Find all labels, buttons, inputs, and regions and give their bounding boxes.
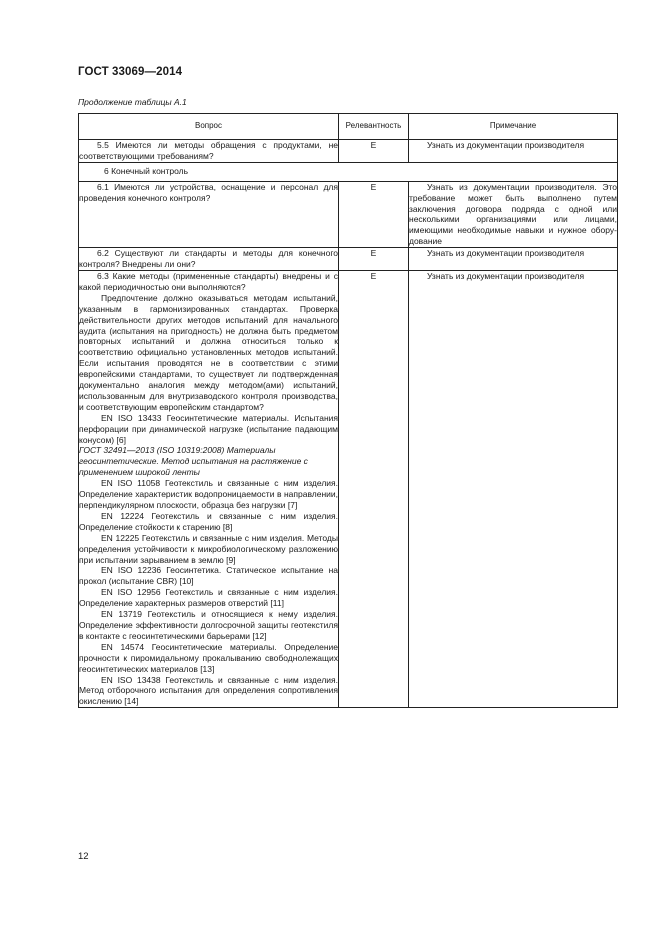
column-header-relevance: Релевантность xyxy=(339,114,409,140)
table-row xyxy=(79,270,618,707)
standard-reference: EN ISO 12236 Геосинтетика. Статическое испытание на прокол (испытание CBR) [10] xyxy=(79,565,338,587)
note-cell xyxy=(409,248,618,271)
column-header-question: Вопрос xyxy=(79,114,339,140)
standard-reference: EN 13719 Геотекстиль и относящиеся к нему изделия. Определение эффективности долгосрочной защиты геотекстиля в контакте с геосинтетическими барьерами [12] xyxy=(79,609,338,641)
note-cell xyxy=(409,181,618,247)
question-cell xyxy=(79,140,339,163)
standard-reference: EN 12225 Геотекстиль и связанные с ним изделия. Методы определения устойчивости к микробиологическому разложению при испытании зарыванием в землю [9] xyxy=(79,532,338,565)
question-cell xyxy=(79,270,339,707)
note-text: Узнать из документации производителя. Это требование может быть выполнено путем заключения договора подряда с одной или несколькими организациями или лицами, имеющими необходимые навыки и нужное оборудование xyxy=(409,181,617,247)
question-text: 6.2 Существуют ли стандарты и методы для конечного контроля? Внедрены ли они? xyxy=(79,248,338,270)
standard-reference: EN ISO 13438 Геотекстиль и связанные с ним изделия. Метод отборочного испытания для определения сопротивления окислению [14] xyxy=(79,674,338,707)
note-text: Узнать из документации производителя xyxy=(427,140,585,150)
table-row xyxy=(79,248,618,271)
question-text: 6.1 Имеются ли устройства, оснащение и персонал для проведения конечного контроля? xyxy=(79,181,338,203)
question-text: 6.3 Какие методы (примененные стандарты) внедрены и с какой периодичностью они выполняются? xyxy=(79,270,338,292)
requirements-table xyxy=(78,113,618,708)
section-row xyxy=(79,162,618,181)
question-cell xyxy=(79,181,339,247)
standard-title: ГОСТ 33069—2014 xyxy=(78,66,183,78)
note-cell xyxy=(409,270,618,707)
relevance-cell: E xyxy=(339,140,409,163)
note-text: Узнать из документации производителя xyxy=(427,248,585,259)
note-text: Узнать из документации производителя xyxy=(427,270,585,281)
explanation-paragraph: Предпочтение должно оказываться методам испытаний, указанным в гармонизированных стандартах. Проверка действительности других методов испытаний для начального аудита (испытания на пригодность) не должна быть предметом повторных испытаний и должна относиться только к соответствию официально установленных методов испытаний. Если испытания проводятся не в соответствии с этими европейскими стандартами, то существует ли подтвержденная документально аналогия между методом(ами) испытаний, использованным для внутризаводского контроля производства, и соответствующим европейским стандартом? xyxy=(79,292,338,412)
note-cell xyxy=(409,140,618,163)
standard-reference: EN 14574 Геосинтетические материалы. Определение прочности к пиромидальному прокалыванию свободнолежащих геосинтетических материалов [13] xyxy=(79,641,338,674)
table-row xyxy=(79,140,618,163)
relevance-cell: E xyxy=(339,181,409,247)
page-number: 12 xyxy=(78,851,89,862)
table-header-row xyxy=(79,114,618,140)
section-heading: 6 Конечный контроль xyxy=(79,162,618,181)
relevance-cell: E xyxy=(339,248,409,271)
relevance-cell: E xyxy=(339,270,409,707)
standard-reference-gost: ГОСТ 32491—2013 (ISO 10319:2008) Материалы геосинтетические. Метод испытания на растяжение с применением широкой ленты xyxy=(79,445,308,478)
standard-reference: EN ISO 11058 Геотекстиль и связанные с ним изделия. Определение характеристик водопроницаемости в направлении, перпендикулярном плоскости, образца без нагрузки [7] xyxy=(79,478,338,510)
standard-reference: EN ISO 12956 Геотекстиль и связанные с ним изделия. Определение характерных размеров отверстий [11] xyxy=(79,587,338,609)
column-header-note: Примечание xyxy=(409,114,618,140)
standard-reference: EN ISO 13433 Геосинтетические материалы. Испытания перфорации при динамической нагрузке (испытание падающим конусом) [6] xyxy=(79,412,338,445)
table-row xyxy=(79,181,618,247)
table-caption: Продолжение таблицы А.1 xyxy=(78,97,187,107)
question-cell xyxy=(79,248,339,271)
standard-reference: EN 12224 Геотекстиль и связанные с ним изделия. Определение стойкости к старению [8] xyxy=(79,510,338,532)
question-text: 5.5 Имеются ли методы обращения с продуктами, не соответствующими требованиям? xyxy=(79,140,338,161)
